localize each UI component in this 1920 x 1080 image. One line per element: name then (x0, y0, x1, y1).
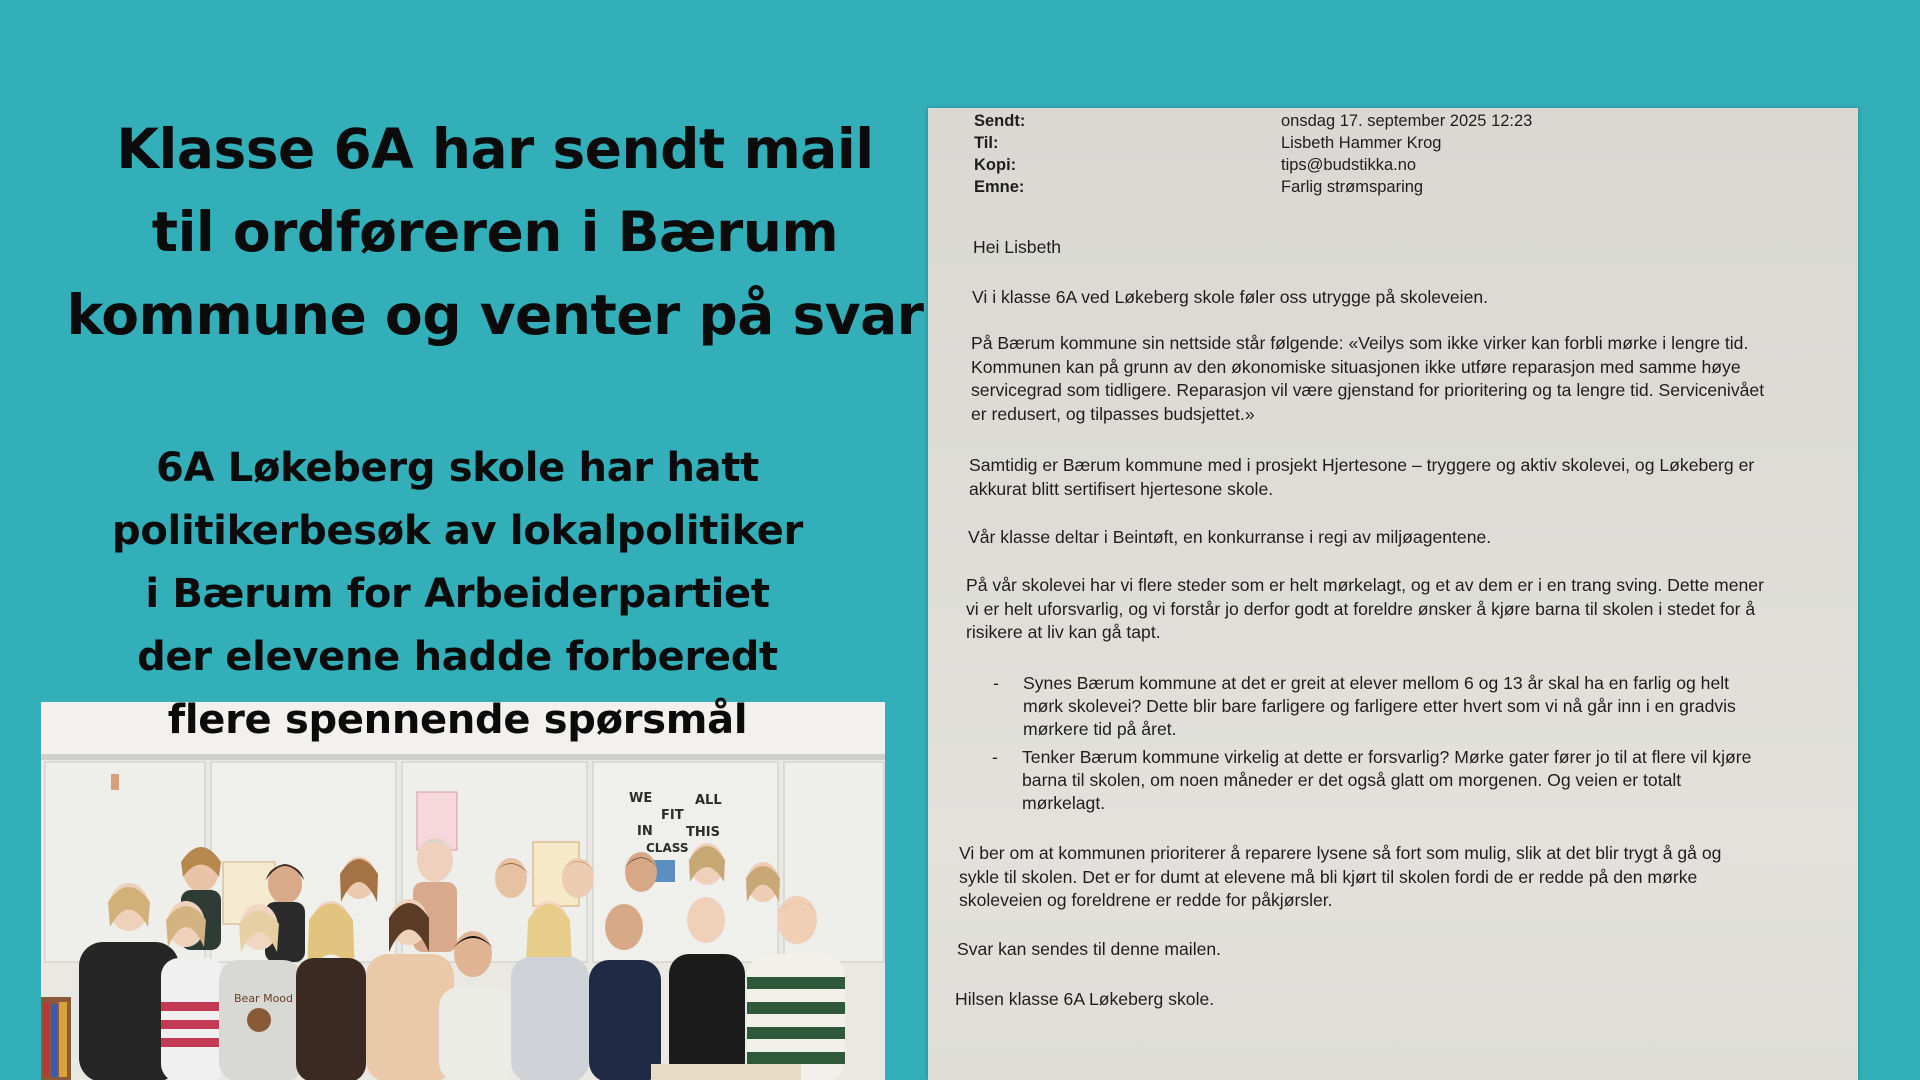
bullet-text: Tenker Bærum kommune virkelig at dette er forsvarlig? Mørke gater fører jo til at flere vil kjøre barna til skolen, om noen måneder er det også glatt om morgenen. Og veien er totalt mørkelagt. (1022, 747, 1752, 813)
email-header-value: tips@budstikka.no (1281, 156, 1417, 174)
headline-line: kommune og venter på svar (66, 283, 924, 347)
headline-line: til ordføreren i Bærum (151, 200, 839, 264)
headline-line: Klasse 6A har sendt mail (116, 117, 874, 181)
email-greeting: Hei Lisbeth (973, 237, 1062, 257)
email-paragraph: Vår klasse deltar i Beintøft, en konkurranse i regi av miljøagentene. (968, 527, 1492, 547)
email-signoff: Hilsen klasse 6A Løkeberg skole. (955, 989, 1215, 1009)
class-photo (41, 702, 885, 1080)
email-bullet-item (993, 672, 1843, 741)
email-header-label: Emne: (974, 178, 1025, 196)
email-header-label: Til: (974, 134, 999, 152)
email-header-label: Kopi: (974, 156, 1017, 174)
email-paragraph: Vi i klasse 6A ved Løkeberg skole føler oss utrygge på skoleveien. (972, 287, 1489, 307)
subheadline-line: flere spennende spørsmål (167, 697, 748, 743)
email-paragraph: Vi ber om at kommunen prioriterer å reparere lysene så fort som mulig, slik at det blir trygt å gå og sykle til skolen. Det er for dumt at elevene må bli kjørt til skolen fordi de er redde på den mørke skoleveien og foreldrene er redde for påkjørsler. (959, 843, 1722, 910)
email-paragraph: Samtidig er Bærum kommune med i prosjekt Hjertesone – tryggere og aktiv skolevei, og Løkeberg er akkurat blitt sertifisert hjertesone skole. (969, 455, 1755, 499)
headline (60, 108, 930, 357)
subheadline-line: i Bærum for Arbeiderpartiet (145, 571, 770, 617)
subheadline (60, 437, 855, 752)
wall-sign-word: IN (637, 824, 653, 839)
email-header-label: Sendt: (974, 112, 1026, 130)
email-paragraph: På Bærum kommune sin nettside står følgende: «Veilys som ikke virker kan forbli mørke i lengre tid. Kommunen kan på grunn av den økonomiske situasjonen ikke utføre reparasjon med samme høye servicegrad som tidligere. Reparasjon vil være gjenstand for prioritering og ta lengre tid. Servicenivået er redusert, og tilpasses budsjettet.» (971, 333, 1765, 424)
email-header-sent (974, 112, 1532, 131)
email-header-cc (974, 156, 1416, 175)
email-paragraph: Svar kan sendes til denne mailen. (957, 939, 1222, 959)
email-paragraph: På vår skolevei har vi flere steder som er helt mørkelagt, og et av dem er i en trang sving. Dette mener vi er helt uforsvarlig, og vi forstår jo derfor godt at foreldre ønsker å kjøre barna til skolen i stedet for å risikere at liv kan gå tapt. (966, 575, 1764, 642)
email-header-value: Lisbeth Hammer Krog (1281, 134, 1442, 152)
bullet-marker: - (993, 673, 999, 693)
subheadline-line: politikerbesøk av lokalpolitiker (112, 508, 803, 554)
class-photo-illustration (41, 702, 885, 1080)
wall-sign-word: FIT (661, 808, 684, 823)
email-header-subject (974, 178, 1423, 197)
bullet-text: Synes Bærum kommune at det er greit at elever mellom 6 og 13 år skal ha en farlig og helt mørk skolevei? Dette blir bare farligere og farligere etter hvert som vi nå går inn i en gradvis mørkere tid på året. (1023, 673, 1736, 739)
printed-email-letter (928, 108, 1858, 1080)
sweatshirt-text: Bear Mood (234, 992, 294, 1005)
email-header-value: Farlig strømsparing (1281, 178, 1424, 196)
wall-sign-word: CLASS (646, 841, 689, 855)
bullet-marker: - (992, 747, 998, 767)
email-header-value: onsdag 17. september 2025 12:23 (1281, 112, 1533, 130)
subheadline-line: 6A Løkeberg skole har hatt (155, 445, 759, 491)
wall-sign-word: THIS (686, 825, 720, 840)
email-header-to (974, 134, 1441, 153)
wall-sign-word: ALL (695, 793, 722, 808)
wall-sign-word: WE (629, 791, 653, 806)
subheadline-line: der elevene hadde forberedt (137, 634, 778, 680)
email-bullet-item (992, 746, 1842, 815)
